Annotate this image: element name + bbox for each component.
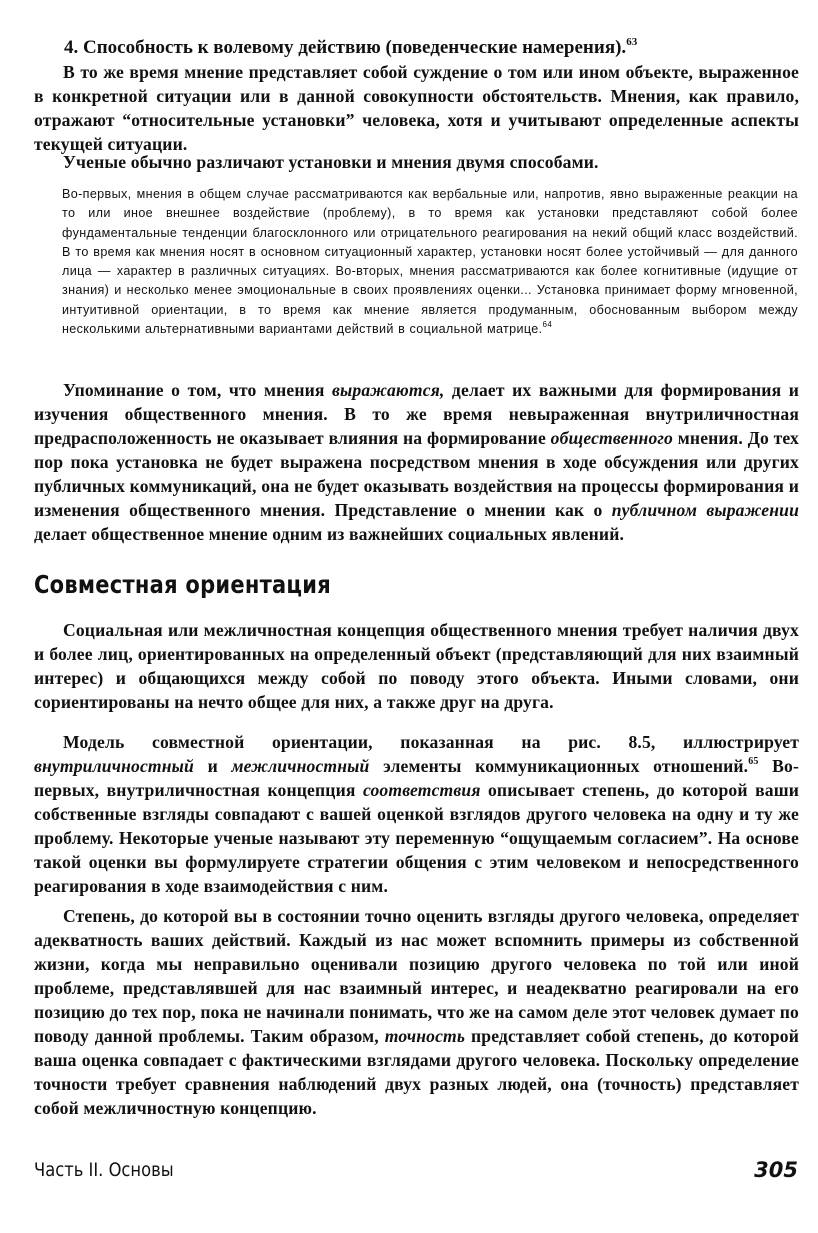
numbered-heading xyxy=(64,30,784,60)
paragraph-coorientation-model xyxy=(34,730,799,898)
paragraph-opinion-definition: В то же время мнение представляет собой суждение о том или ином объекте, выраженное в конкретной ситуации или в данной совокупности обстоятельств. Мнения, как правило, отражают “относительные установки” человека, хотя и учитывают определенные аспекты текущей ситуации. xyxy=(34,62,799,154)
text-run: Упоминание о том, что мнения xyxy=(63,380,333,400)
heading-number: 4. xyxy=(64,37,79,58)
text-run: Во-первых, внутриличностная концепция xyxy=(34,756,799,800)
footnote-ref-64: 64 xyxy=(542,320,553,330)
emphasis-interpersonal: межличностный xyxy=(231,756,370,776)
paragraph-accuracy xyxy=(34,904,799,1120)
text-run: мнения. До тех пор пока установка не будет выражена посредством мнения в ходе обсуждения или других публичных коммуникаций, она не будет оказывать воздействия на процессы формирования и изменения общественного мнения. Представление о мнении как о xyxy=(34,428,799,520)
page-number: 305 xyxy=(754,1158,798,1182)
emphasis-intrapersonal: внутриличностный xyxy=(34,756,194,776)
paragraph-two-ways: Ученые обычно различают установки и мнения двумя способами. xyxy=(63,152,599,172)
paragraph-expressed-opinions xyxy=(34,378,799,546)
text-run: делает их важными для формирования и изучения общественного мнения. В то же время невыраженная внутриличностная предрасположенность не оказывает влияния на формирование xyxy=(34,380,799,448)
text-run: и xyxy=(193,756,232,776)
text-run: делает общественное мнение одним из важнейших социальных явлений. xyxy=(34,524,625,544)
text-run: представляет собой степень, до которой ваша оценка совпадает с фактическими взглядами другого человека. Поскольку определение точности требует сравнения наблюдений двух разных людей, она (точность) представляет собой межличностную концепцию. xyxy=(34,1026,800,1118)
footnote-ref-63: 63 xyxy=(626,36,638,48)
paragraph-social-concept: Социальная или межличностная концепция общественного мнения требует наличия двух и более лиц, ориентированных на определенный объект (представляющий для них взаимный интерес) и общающихся между собой по поводу этого объекта. Иными словами, они сориентированы на нечто общее для них, а также друг на друга. xyxy=(34,620,799,712)
section-title: Совместная ориентация xyxy=(34,570,331,599)
text-run: описывает степень, до которой ваши собственные взгляды совпадают с вашей оценкой взглядов другого человека на одну и ту же проблему. Некоторые ученые называют эту переменную “ощущаемым согласием”. На основе такой оценки вы формулируете стратегии общения с этим человеком и непосредственного реагирования в ходе взаимодействия с ним. xyxy=(34,780,799,896)
emphasis-accuracy: точность xyxy=(384,1026,466,1046)
text-run: Степень, до которой вы в состоянии точно оценить взгляды другого человека, определяет адекватность ваших действий. Каждый из нас может вспомнить примеры из собственной жизни, когда мы неправильно оценивали позицию другого человека по той или иной проблеме, представлявшей для нас взаимный интерес, и неадекватно реагировали на его позицию до тех пор, пока не начинали понимать, что же на самом деле этот человек думает по поводу данной проблемы. Таким образом, xyxy=(34,906,799,1046)
emphasis-congruency: соответствия xyxy=(362,780,481,800)
block-quote xyxy=(62,185,798,339)
footnote-ref-65: 65 xyxy=(748,756,759,767)
quote-text: Во-первых, мнения в общем случае рассматриваются как вербальные или, напротив, явно выраженные реакции на то или иное внешнее воздействие (проблему), в то время как установки представляют собой более фундаментальные тенденции благосклонного или отрицательного реагирования на некий общий класс воздействий. В то время как мнения носят в основном ситуационный характер, установки носят более устойчивый — для данного лица — характер в различных ситуациях. Во-вторых, мнения рассматриваются как более когнитивные (идущие от знания) и несколько менее эмоциональные в своих проявлениях оценки... Установка принимает форму мгновенной, интуитивной ориентации, в то время как мнение является продуманным, обоснованным выбором между несколькими альтернативными вариантами действий в социальной матрице. xyxy=(62,187,798,337)
text-run: Модель совместной ориентации, показанная на рис. 8.5, иллюстрирует xyxy=(63,732,799,752)
emphasis-expressed: выражаются, xyxy=(332,380,445,400)
emphasis-public-expression: публичном выражении xyxy=(611,500,800,520)
running-footer: Часть II. Основы xyxy=(34,1159,174,1181)
emphasis-public: общественного xyxy=(550,428,674,448)
heading-text: Способность к волевому действию (поведенческие намерения). xyxy=(83,37,627,58)
text-run: элементы коммуникационных отношений. xyxy=(369,756,749,776)
